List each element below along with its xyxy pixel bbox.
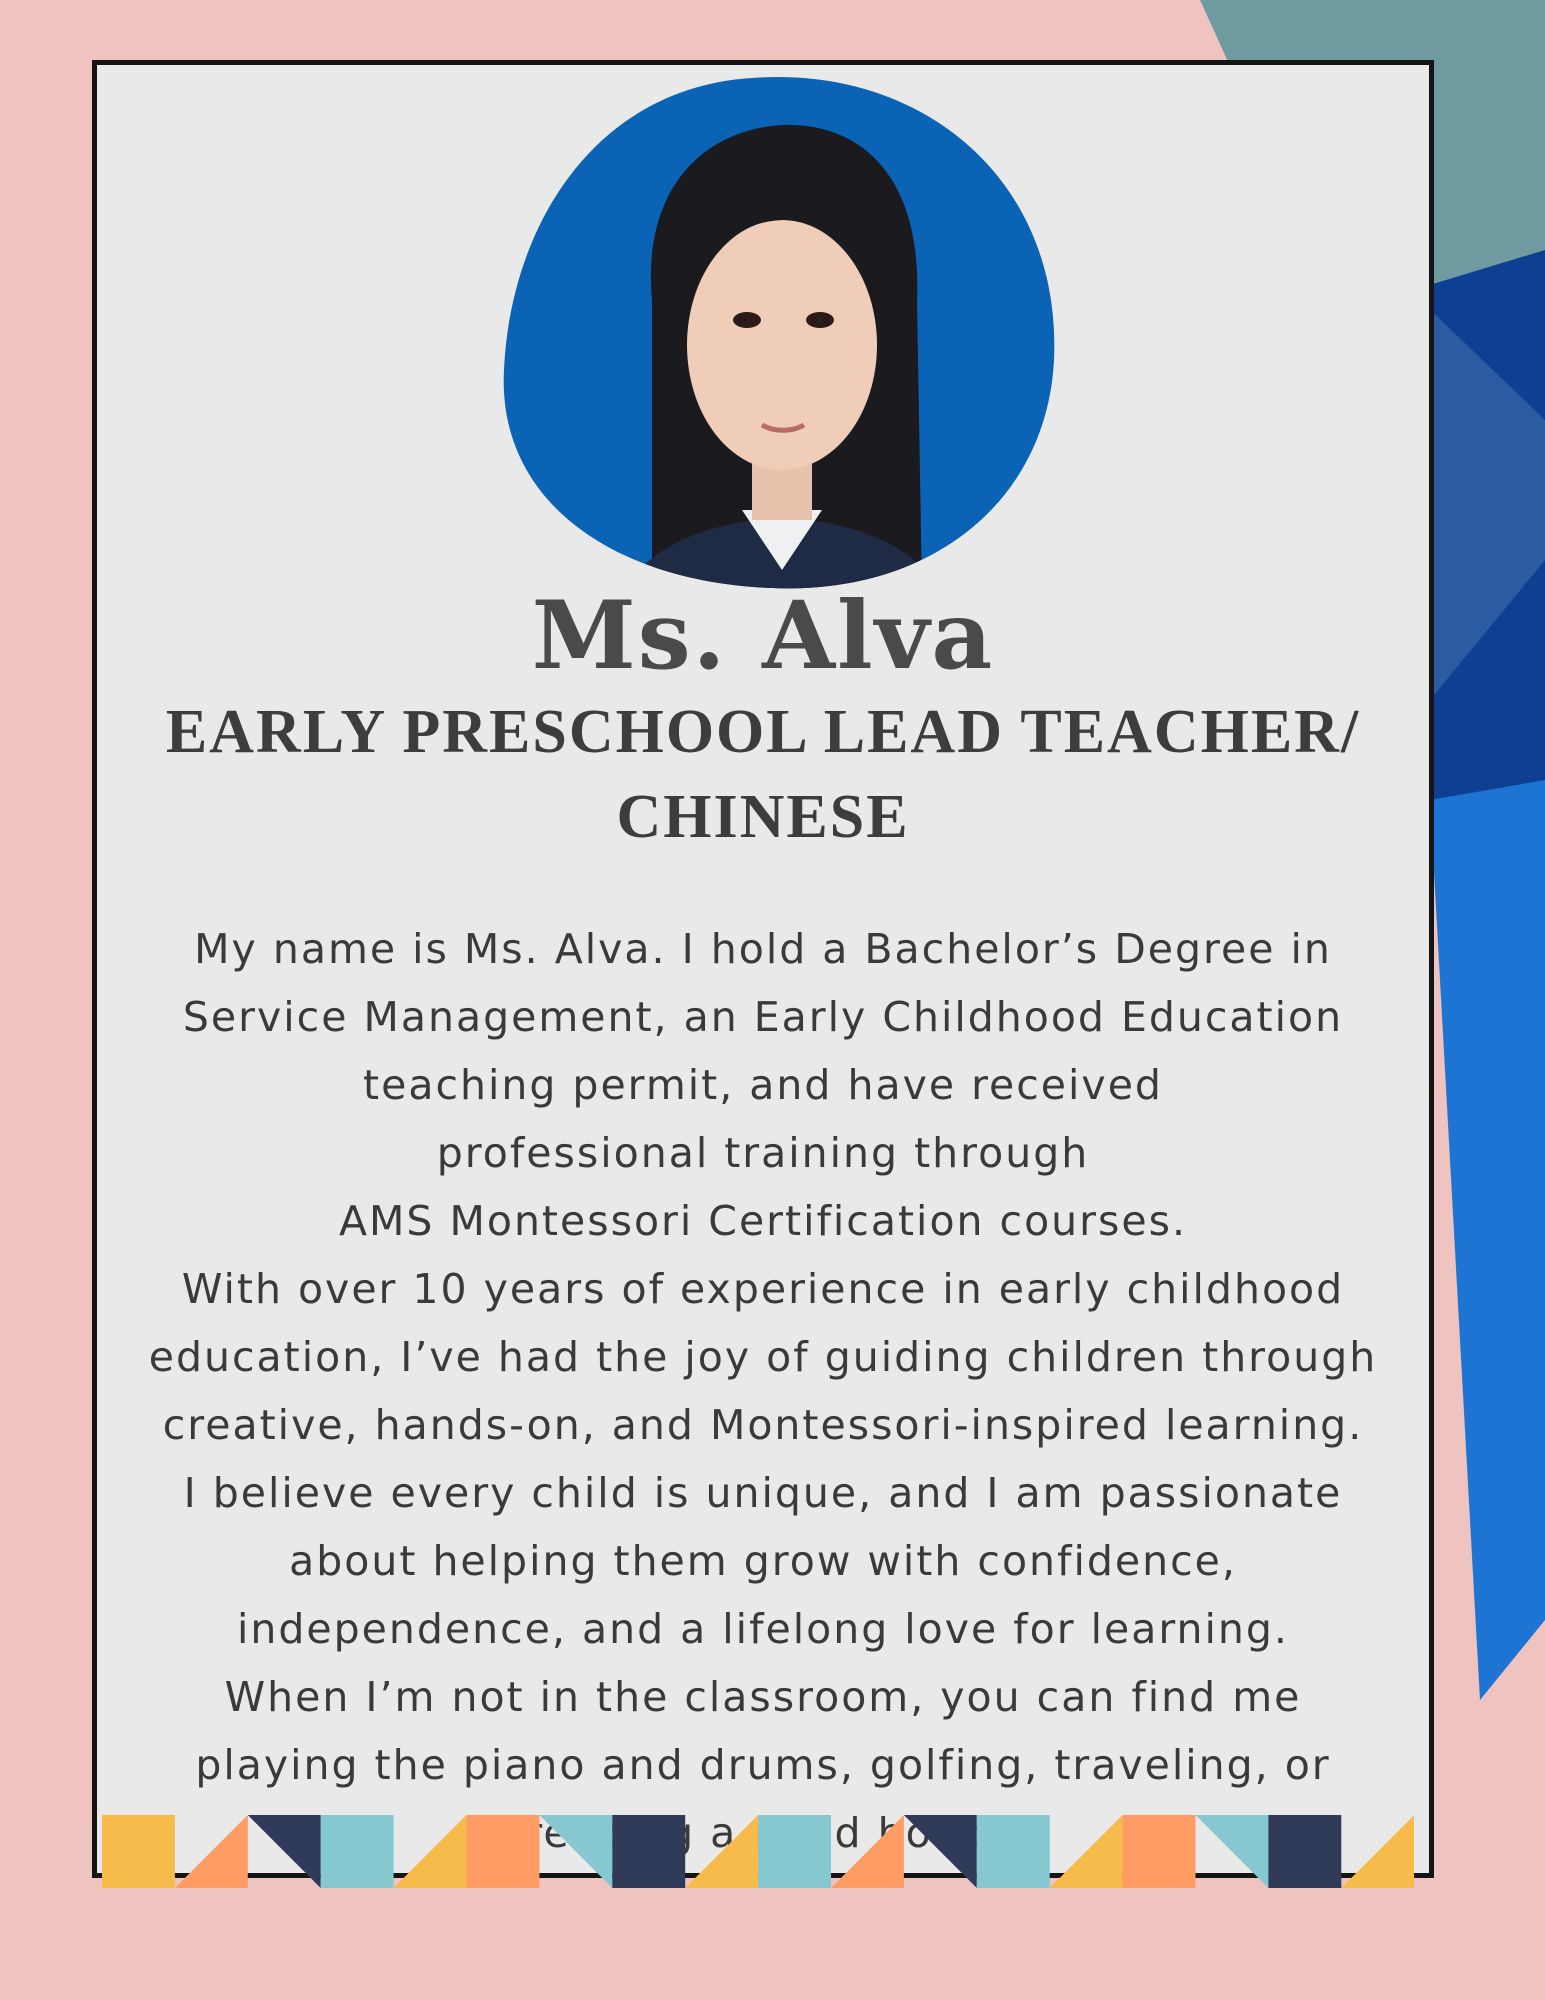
- bio-line: When I’m not in the classroom, you can find me: [224, 1673, 1302, 1721]
- bio-line: professional training through: [436, 1129, 1090, 1177]
- bio-line: My name is Ms. Alva. I hold a Bachelor’s Degree in: [194, 925, 1332, 973]
- geometric-pattern-border: [102, 1815, 1414, 1888]
- pattern-tile: [831, 1815, 904, 1888]
- teacher-bio: [112, 915, 1414, 1867]
- teacher-profile-card: [92, 60, 1434, 1878]
- pattern-tile: [977, 1815, 1050, 1888]
- pattern-tile: [394, 1815, 467, 1888]
- bio-line: playing the piano and drums, golfing, traveling, or: [195, 1741, 1331, 1789]
- bio-line: teaching permit, and have received: [363, 1061, 1163, 1109]
- bio-line: a: [710, 1809, 738, 1857]
- teacher-portrait: [502, 70, 1057, 592]
- pattern-tile: [175, 1815, 248, 1888]
- teacher-name: Ms. Alva: [531, 581, 995, 691]
- bio-line: Service Management, an Early Childhood Education: [182, 993, 1344, 1041]
- pattern-tile: [1341, 1815, 1414, 1888]
- pattern-tile: [758, 1815, 831, 1888]
- pattern-tile: [1196, 1815, 1269, 1888]
- role-line-1: EARLY PRESCHOOL LEAD TEACHER/: [165, 698, 1361, 766]
- bio-line: about helping them grow with confidence,: [289, 1537, 1237, 1585]
- pattern-tile: [612, 1815, 685, 1888]
- pattern-tile: [1268, 1815, 1341, 1888]
- pattern-tile: [248, 1815, 321, 1888]
- pattern-tile: [1123, 1815, 1196, 1888]
- pattern-tile: [467, 1815, 540, 1888]
- bio-line: I believe every child is unique, and I am passionate: [183, 1469, 1343, 1517]
- pattern-tile: [539, 1815, 612, 1888]
- role-line-2: CHINESE: [616, 783, 910, 851]
- bio-line: education, I’ve had the joy of guiding children through: [148, 1333, 1378, 1381]
- bio-line: creative, hands-on, and Montessori-inspired learning.: [162, 1401, 1364, 1449]
- pattern-tile: [321, 1815, 394, 1888]
- bio-line: With over 10 years of experience in early childhood: [181, 1265, 1345, 1313]
- pattern-tile: [1050, 1815, 1123, 1888]
- teacher-role: [127, 690, 1399, 860]
- bio-line: AMS Montessori Certification courses.: [339, 1197, 1187, 1245]
- pattern-tile: [904, 1815, 977, 1888]
- bio-line: independence, and a lifelong love for learning.: [237, 1605, 1289, 1653]
- pattern-tile: [685, 1815, 758, 1888]
- pattern-tile: [102, 1815, 175, 1888]
